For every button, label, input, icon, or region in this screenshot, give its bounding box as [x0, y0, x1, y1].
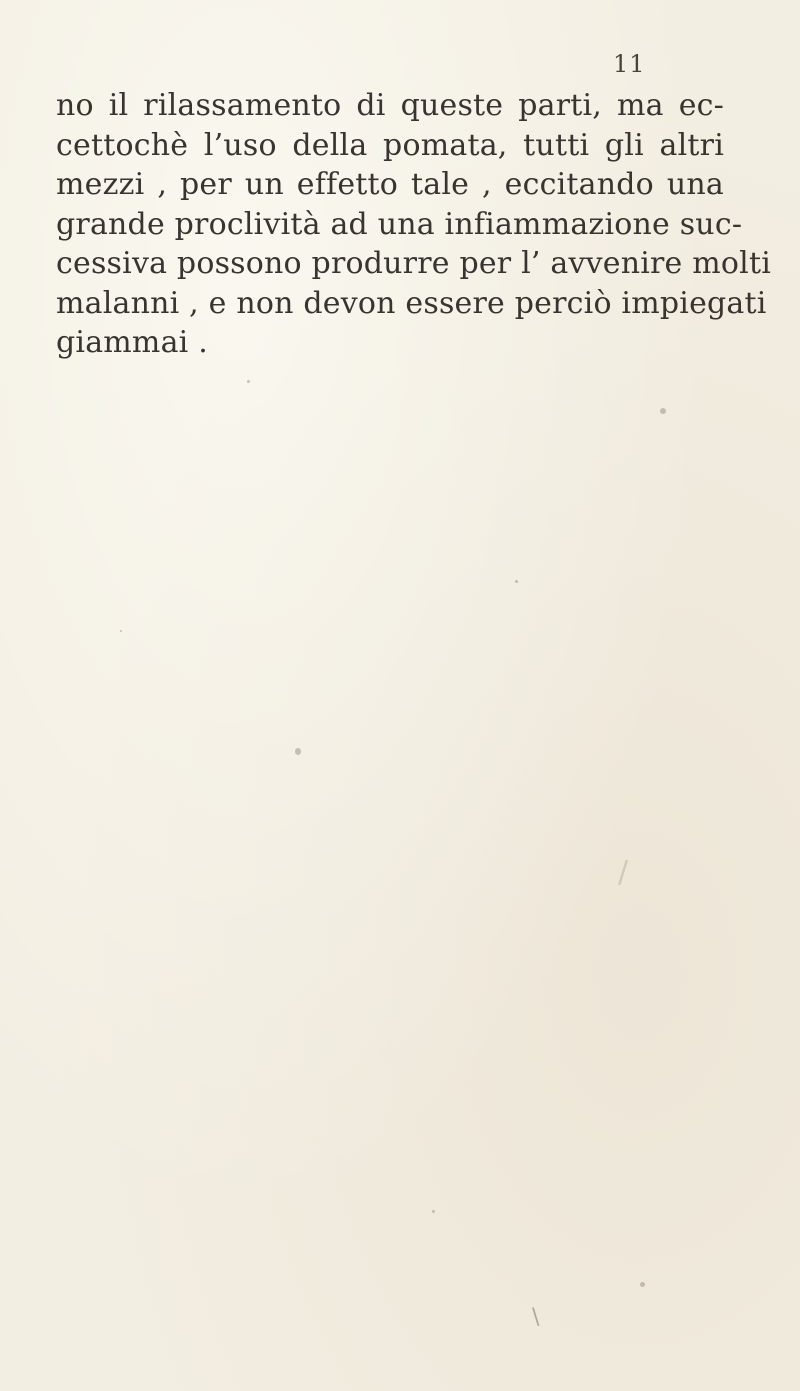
paper-speck: [515, 580, 518, 583]
text-line: mezzi , per un effetto tale , eccitando una: [56, 167, 724, 202]
paper-speck: [295, 748, 301, 755]
text-line: no il rilassamento di queste parti, ma ec-: [56, 88, 724, 123]
paper-speck: [432, 1210, 435, 1213]
bleed-through-mark: /: [618, 855, 629, 890]
paper-speck: [660, 408, 666, 414]
paper-speck: [120, 630, 122, 632]
paper-speck: [247, 380, 250, 383]
text-line: cettochè l’uso della pomata, tutti gli altri: [56, 127, 724, 163]
paper-speck: [640, 1282, 645, 1287]
body-text: [56, 86, 771, 363]
backslash-mark: \: [532, 1305, 540, 1330]
text-line: malanni , e non devon essere perciò impiegati: [56, 285, 767, 321]
text-line: cessiva possono produrre per l’ avvenire molti: [56, 246, 771, 281]
text-line: grande proclività ad una infiammazione suc-: [56, 206, 743, 242]
page-number: 11: [613, 50, 646, 78]
text-line: giammai .: [56, 325, 208, 360]
